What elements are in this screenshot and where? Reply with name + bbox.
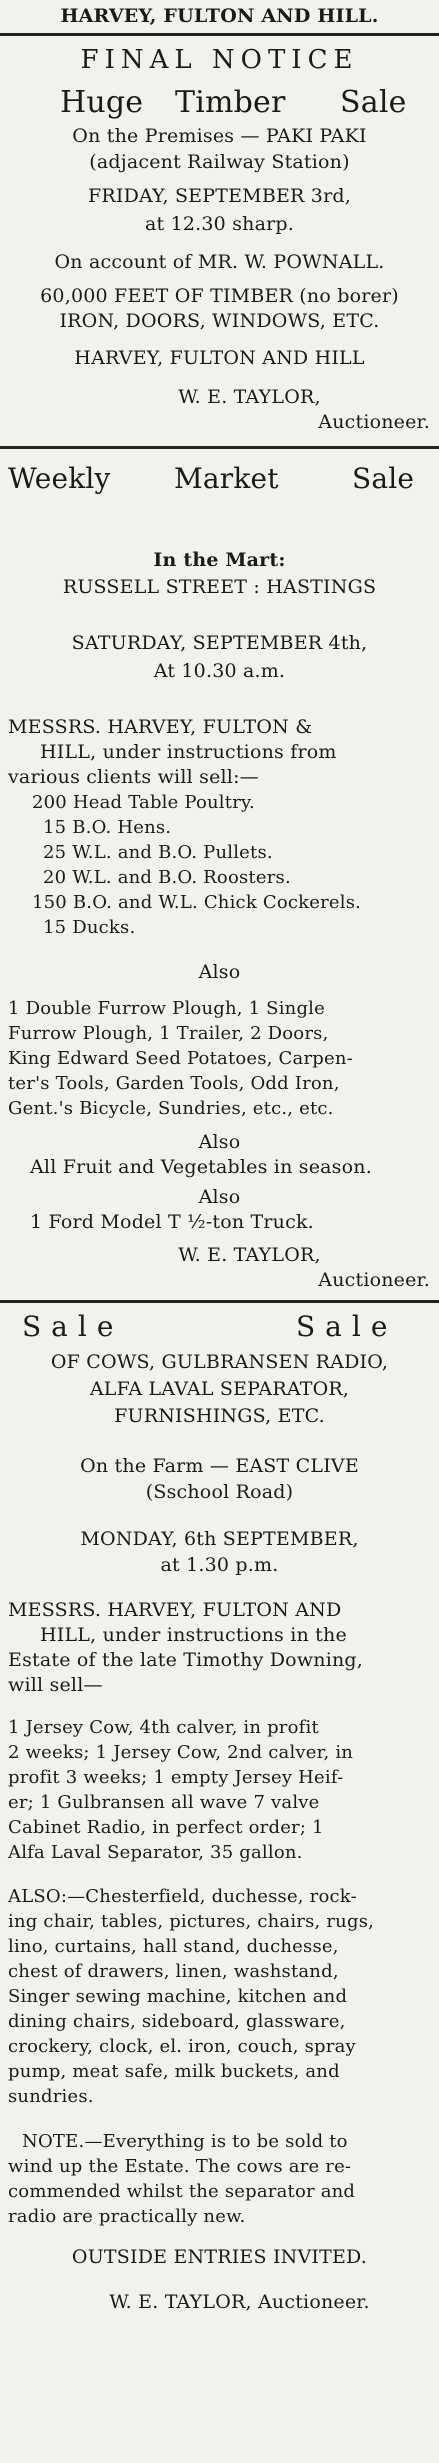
paragraph-line: 1 Double Furrow Plough, 1 Single [8,998,325,1019]
headline-word-market: Market [174,462,279,495]
venue-line: In the Mart: [153,549,286,571]
intro-line: MESSRS. HARVEY, FULTON AND [8,1599,342,1621]
list-item: 150 B.O. and W.L. Chick Cockerels. [32,892,362,913]
list-item: 25 W.L. and B.O. Pullets. [43,842,273,863]
outside-entries: OUTSIDE ENTRIES INVITED. [71,2246,368,2268]
paragraph-line: ALSO:—Chesterfield, duchesse, rock- [8,1886,357,1907]
auctioneer-name: W. E. TAYLOR, [178,1244,321,1266]
venue-street: RUSSELL STREET : HASTINGS [62,576,377,598]
paragraph-line: radio are practically new. [8,2206,246,2227]
divider [0,33,439,36]
intro-line: various clients will sell:— [8,766,259,788]
paragraph-line: Singer sewing machine, kitchen and [8,1986,348,2007]
items-heading-line: ALFA LAVAL SEPARATOR, [89,1378,350,1400]
auctioneer-signature: W. E. TAYLOR, Auctioneer. [109,2291,370,2313]
materials-line: IRON, DOORS, WINDOWS, ETC. [59,310,380,332]
intro-line: MESSRS. HARVEY, FULTON & [8,716,313,738]
paragraph-line: wind up the Estate. The cows are re- [8,2156,352,2177]
paragraph-line: sundries. [8,2086,94,2107]
account-line: On account of MR. W. POWNALL. [54,251,385,273]
firm-header: HARVEY, FULTON AND HILL. [60,5,379,27]
headline-word-weekly: Weekly [8,462,111,495]
auctioneer-title: Auctioneer. [318,1269,430,1291]
list-item: 15 Ducks. [43,917,136,938]
intro-line: will sell— [8,1674,103,1696]
section-divider [0,1300,439,1303]
sale-time: at 1.30 p.m. [160,1554,279,1576]
paragraph-line: Gent.'s Bicycle, Sundries, etc., etc. [8,1098,334,1119]
paragraph-line: profit 3 weeks; 1 empty Jersey Heif- [8,1767,344,1788]
list-item: 200 Head Table Poultry. [32,792,255,813]
headline-word-sale-right: Sale [296,1310,398,1343]
intro-line: HILL, under instructions in the [40,1624,347,1646]
headline-word-sale: Sale [340,85,407,120]
paragraph-line: ing chair, tables, pictures, chairs, rugs, [8,1911,375,1932]
also-label: Also [198,1131,241,1153]
firm-name: HARVEY, FULTON AND HILL [74,347,365,369]
location-note: (Sschool Road) [145,1481,294,1503]
paragraph-line: pump, meat safe, milk buckets, and [8,2061,340,2082]
items-heading-line: OF COWS, GULBRANSEN RADIO, [50,1351,389,1373]
location-line: On the Premises — PAKI PAKI [72,125,367,147]
paragraph-line: Cabinet Radio, in perfect order; 1 [8,1817,324,1838]
paragraph-line: lino, curtains, hall stand, duchesse, [8,1936,339,1957]
paragraph-line: commended whilst the separator and [8,2181,356,2202]
paragraph-line: 2 weeks; 1 Jersey Cow, 2nd calver, in [8,1742,354,1763]
paragraph-line: crockery, clock, el. iron, couch, spray [8,2036,356,2057]
intro-line: Estate of the late Timothy Downing, [8,1649,364,1671]
sale-date: FRIDAY, SEPTEMBER 3rd, [88,185,351,207]
headline-word-timber: Timber [175,85,286,120]
paragraph-line: 1 Jersey Cow, 4th calver, in profit [8,1717,319,1738]
paragraph-line: ter's Tools, Garden Tools, Odd Iron, [8,1073,340,1094]
sale-time: at 12.30 sharp. [144,213,295,235]
location-line: On the Farm — EAST CLIVE [80,1455,359,1477]
paragraph-line: Alfa Laval Separator, 35 gallon. [8,1842,303,1863]
intro-line: HILL, under instructions from [40,741,337,763]
auctioneer-name: W. E. TAYLOR, [178,386,321,408]
paragraph-line: King Edward Seed Potatoes, Carpen- [8,1048,353,1069]
also-label: Also [198,1186,241,1208]
paragraph-line: Furrow Plough, 1 Trailer, 2 Doors, [8,1023,329,1044]
sale-time: At 10.30 a.m. [153,660,286,682]
items-heading-line: FURNISHINGS, ETC. [114,1405,325,1427]
auctioneer-title: Auctioneer. [318,411,430,433]
truck-line: 1 Ford Model T ½-ton Truck. [30,1211,314,1233]
paragraph-line: NOTE.—Everything is to be sold to [22,2131,348,2152]
paragraph-line: er; 1 Gulbransen all wave 7 valve [8,1792,320,1813]
headline-word-huge: Huge [60,85,144,120]
location-note: (adjacent Railway Station) [89,151,350,173]
headline-word-sale: Sale [352,462,415,495]
list-item: 20 W.L. and B.O. Roosters. [43,867,291,888]
timber-items-line: 60,000 FEET OF TIMBER (no borer) [40,285,399,307]
final-notice-heading: FINAL NOTICE [80,45,359,75]
sale-date: MONDAY, 6th SEPTEMBER, [80,1528,359,1550]
sale-date: SATURDAY, SEPTEMBER 4th, [71,632,368,654]
fruit-line: All Fruit and Vegetables in season. [30,1156,372,1178]
also-label: Also [198,961,241,983]
paragraph-line: chest of drawers, linen, washstand, [8,1961,339,1982]
headline-word-sale-left: Sale [22,1310,124,1343]
list-item: 15 B.O. Hens. [43,817,172,838]
paragraph-line: dining chairs, sideboard, glassware, [8,2011,346,2032]
section-divider [0,446,439,449]
